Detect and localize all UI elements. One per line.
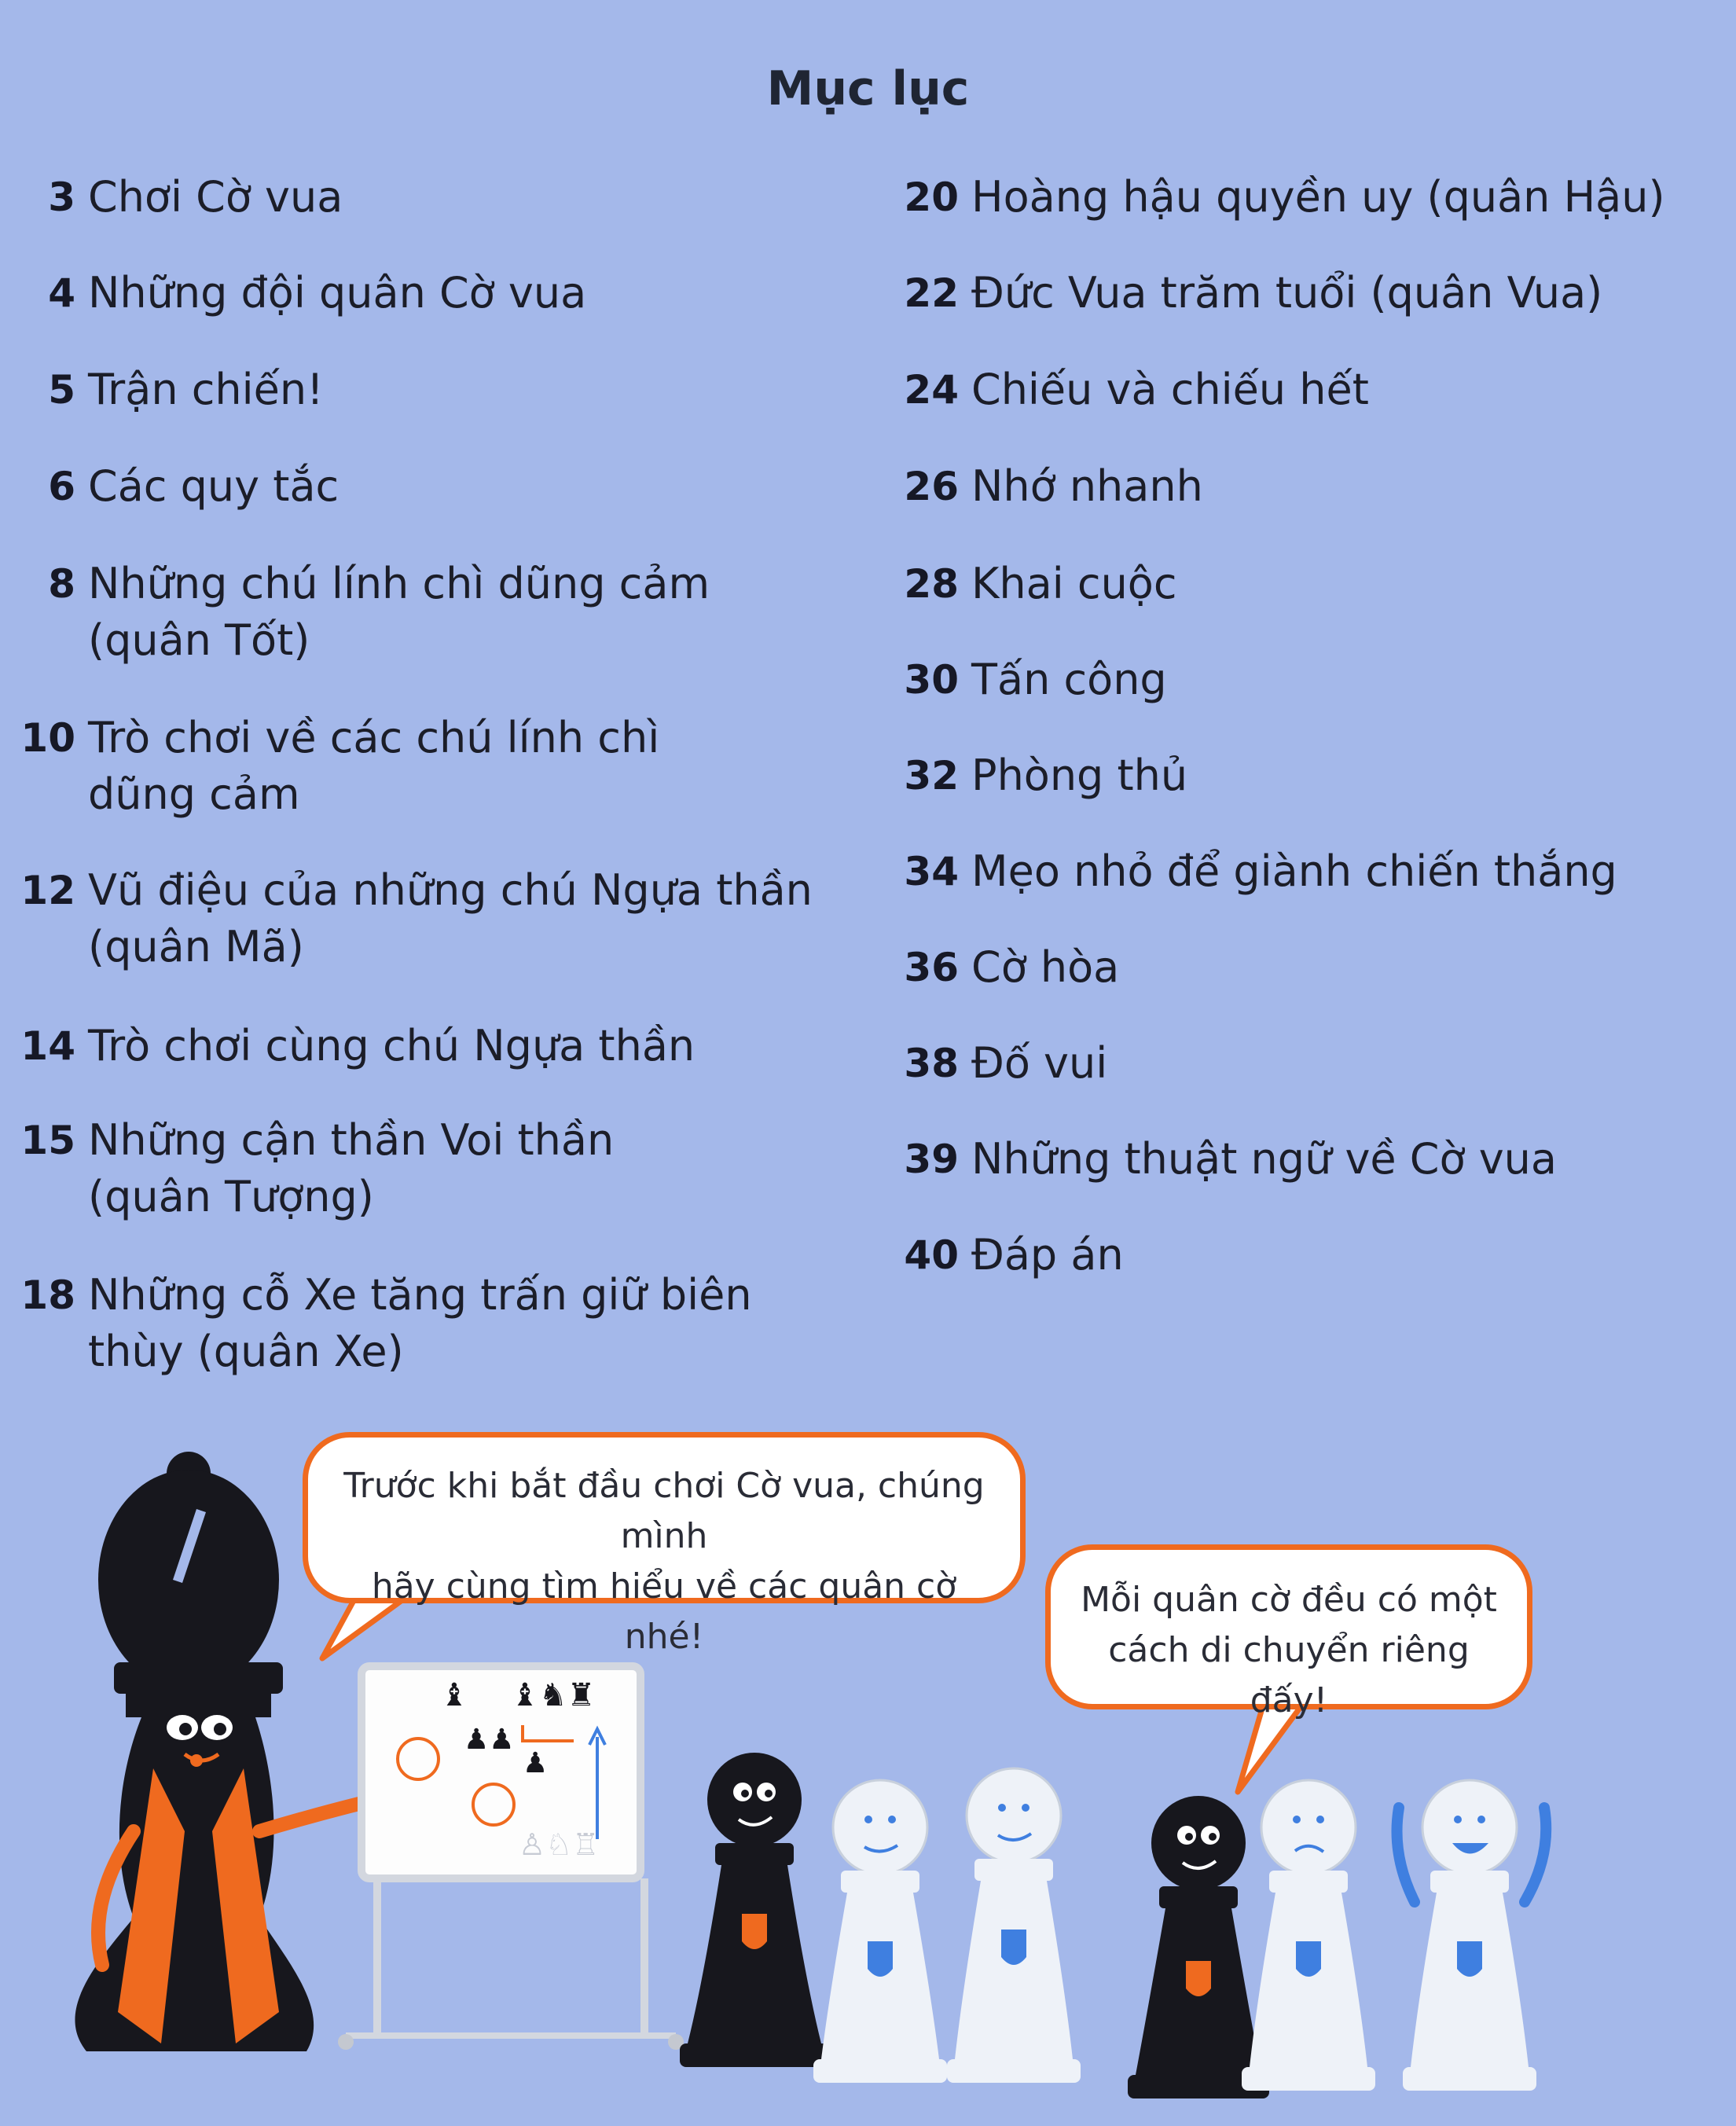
toc-title: Những đội quân Cờ vua [88,268,587,318]
toc-page-number: 28 [904,561,959,607]
toc-title: Khai cuộc [971,559,1177,608]
toc-page-number: 30 [904,657,959,703]
toc-page-number: 8 [48,561,75,607]
toc-page-number: 26 [904,464,959,509]
white-pawn-3 [1242,1780,1375,2091]
toc-page-number: 4 [48,270,75,316]
toc-page-number: 36 [904,945,959,990]
toc-page-number: 22 [904,270,959,316]
toc-title: Mẹo nhỏ để giành chiến thắng [971,846,1617,896]
speech-bubble-bishop: Trước khi bắt đầu chơi Cờ vua, chúng mình hãy cùng tìm hiểu về các quân cờ nhé! [303,1432,1026,1603]
toc-page-number: 5 [48,367,75,413]
svg-text:♟: ♟ [523,1747,549,1779]
toc-title: Cờ hòa [971,942,1120,992]
toc-title: Đức Vua trăm tuổi (quân Vua) [971,268,1603,318]
toc-title: Hoàng hậu quyền uy (quân Hậu) [971,172,1665,222]
toc-page-number: 32 [904,753,959,799]
toc-title: Vũ điệu của những chú Ngựa thần (quân Mã) [88,865,813,971]
toc-page-number: 20 [904,174,959,220]
toc-title: Đố vui [971,1038,1108,1088]
toc-page-number: 24 [904,367,959,413]
toc-title: Nhớ nhanh [971,461,1203,511]
whiteboard [338,1666,684,2050]
toc-page-number: 40 [904,1232,959,1278]
toc-title: Chơi Cờ vua [88,172,343,222]
toc-page-number: 14 [20,1023,75,1069]
speech-bubble-pawn: Mỗi quân cờ đều có một cách di chuyển riêng đấy! [1045,1544,1532,1709]
toc-title: Tấn công [971,655,1167,704]
toc-title: Những cỗ Xe tăng trấn giữ biên thùy (quân Xe) [88,1270,752,1376]
toc-title: Đáp án [971,1230,1124,1280]
toc-page-number: 18 [20,1272,75,1318]
white-pawn-2 [947,1768,1081,2083]
pawn-characters [680,1753,1546,2098]
toc-title: Các quy tắc [88,461,339,511]
black-pawn-right [1128,1796,1269,2098]
white-pawn-4 [1397,1780,1547,2091]
toc-title: Những cận thần Voi thần (quân Tượng) [88,1115,615,1221]
svg-text:♝: ♝ [440,1677,468,1713]
toc-title: Phòng thủ [971,751,1188,800]
svg-text:♝♞♜: ♝♞♜ [511,1677,596,1713]
toc-title: Những chú lính chì dũng cảm (quân Tốt) [88,559,710,665]
black-pawn-left [680,1753,829,2067]
toc-page-number: 39 [904,1136,959,1182]
toc-title: Trận chiến! [88,365,324,414]
toc-page-number: 12 [20,868,75,913]
toc-page-number: 10 [20,715,75,761]
toc-title: Trò chơi về các chú lính chì dũng cảm [88,713,660,819]
toc-page-number: 3 [48,174,75,220]
svg-text:♟♟: ♟♟ [464,1724,515,1756]
toc-title: Trò chơi cùng chú Ngựa thần [88,1021,696,1070]
toc-title: Chiếu và chiếu hết [971,365,1369,414]
white-pawn-1 [813,1780,947,2083]
page-title: Mục lục [766,61,970,116]
svg-text:♙♘♖: ♙♘♖ [519,1827,600,1862]
toc-title: Những thuật ngữ về Cờ vua [971,1134,1557,1184]
toc-page-number: 38 [904,1041,959,1086]
toc-page-number: 34 [904,849,959,894]
toc-page-number: 6 [48,464,75,509]
toc-page-number: 15 [20,1118,75,1163]
